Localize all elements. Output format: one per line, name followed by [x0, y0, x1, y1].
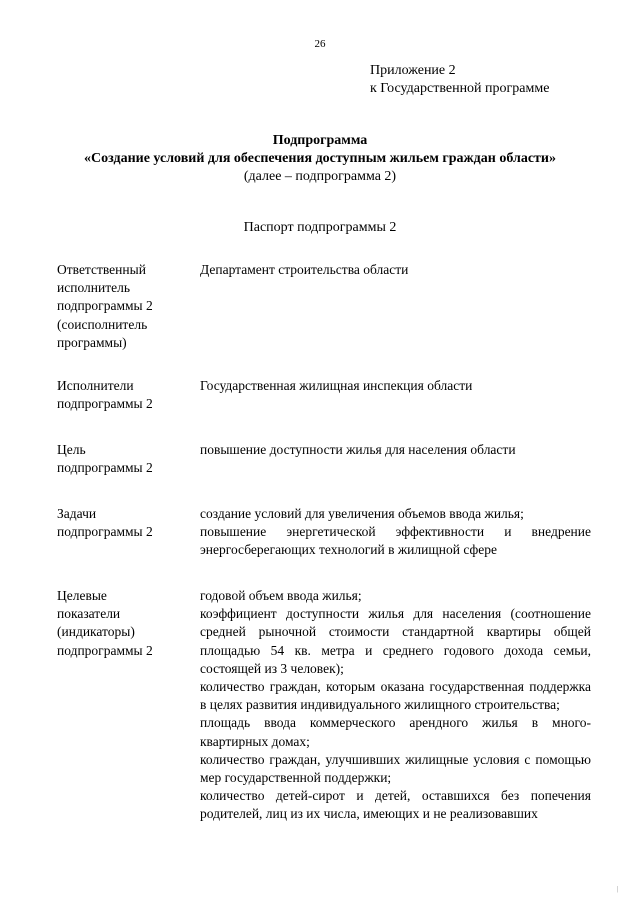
- label-line: подпрограммы 2: [57, 524, 153, 540]
- appendix-line: к Государственной программе: [370, 81, 550, 96]
- row-value: [200, 587, 591, 824]
- row-label: [57, 441, 192, 477]
- page-number: 26: [314, 38, 326, 50]
- value-paragraph: создание условий для увеличения объемов ввода жилья;: [200, 506, 524, 521]
- appendix-line: Приложение 2: [370, 63, 456, 78]
- row-label: [57, 587, 192, 660]
- heading-subtitle: «Создание условий для обеспечения доступным жильем граждан области»: [84, 151, 556, 166]
- value-paragraph: повышение доступности жилья для населения области: [200, 442, 516, 457]
- value-paragraph: количество детей-сирот и детей, оставшихся без попечения родителей, лиц из их числа, имеющих и не реализовавших: [200, 788, 591, 822]
- label-line: (соисполнитель: [57, 316, 148, 332]
- row-value: [200, 377, 591, 395]
- scan-mark: |: [616, 885, 618, 893]
- row-value: [200, 441, 591, 459]
- value-paragraph: повышение энергетической эффективности и внедрение энергосберегающих технологий в жилищной сфере: [200, 524, 591, 558]
- row-label: [57, 377, 192, 413]
- label-line: подпрограммы 2: [57, 396, 153, 412]
- label-line: показатели: [57, 606, 121, 622]
- row-value: [200, 505, 591, 560]
- value-paragraph: Департамент строительства области: [200, 262, 409, 277]
- label-line: программы): [57, 334, 127, 350]
- value-paragraph: годовой объем ввода жилья;: [200, 588, 362, 603]
- subprogram-heading: [0, 132, 640, 186]
- label-line: Цель: [57, 442, 86, 457]
- value-paragraph: Государственная жилищная инспекция области: [200, 378, 473, 393]
- row-label: [57, 505, 192, 541]
- label-line: подпрограммы 2: [57, 298, 153, 314]
- passport-title: Паспорт подпрограммы 2: [243, 220, 397, 235]
- heading-note: (далее – подпрограмма 2): [243, 169, 397, 184]
- heading-title: Подпрограмма: [272, 133, 368, 148]
- value-paragraph: коэффициент доступности жилья для населения (соотношение средней рыночной стоимости стандартной квартиры общей площадью 54 кв. метра и среднего годового дохода семьи, состоящей из 3 человек);: [200, 606, 591, 676]
- label-line: Ответственный: [57, 262, 146, 277]
- label-line: исполнитель: [57, 280, 130, 296]
- label-line: Задачи: [57, 506, 97, 521]
- value-paragraph: количество граждан, улучшивших жилищные условия с помощью мер государственной поддержки;: [200, 751, 591, 786]
- row-value: [200, 261, 591, 279]
- value-paragraph: площадь ввода коммерческого арендного жилья в много-квартирных домах;: [200, 715, 591, 749]
- label-line: (индикаторы): [57, 624, 135, 640]
- label-line: Целевые: [57, 588, 107, 603]
- label-line: подпрограммы 2: [57, 460, 153, 476]
- label-line: подпрограммы 2: [57, 642, 153, 658]
- value-paragraph: количество граждан, которым оказана государственная поддержка в целях развития индивидуального жилищного строительства;: [200, 679, 591, 713]
- appendix-note: [370, 62, 549, 98]
- row-label: [57, 261, 192, 352]
- label-line: Исполнители: [57, 378, 134, 393]
